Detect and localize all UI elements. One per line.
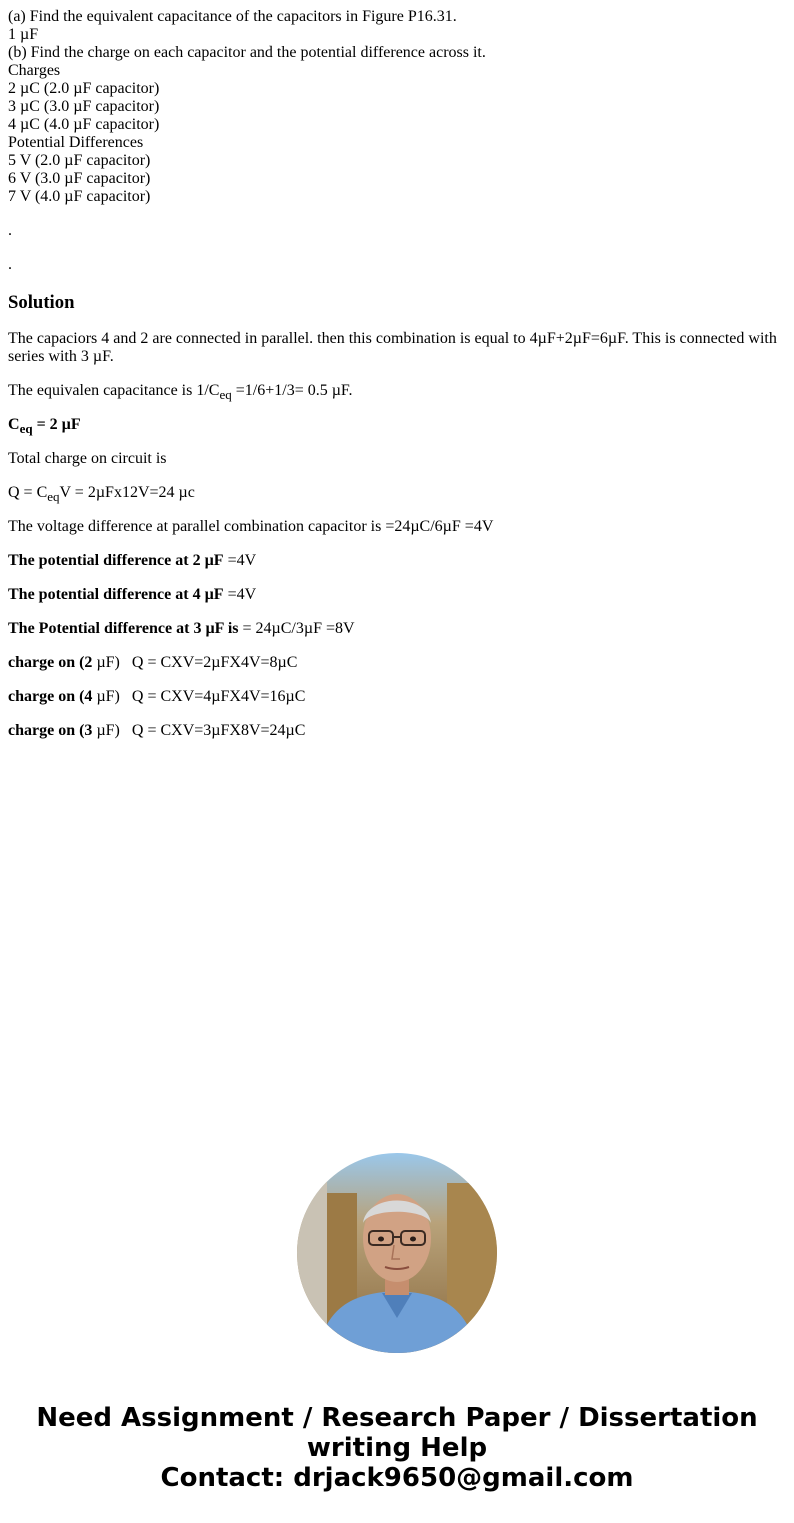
charge-3uf bbox=[8, 722, 786, 740]
charge-2uf bbox=[8, 654, 786, 672]
author-portrait-image bbox=[297, 1153, 497, 1353]
footer-line-1: Need Assignment / Research Paper / Dissertation bbox=[36, 1403, 758, 1433]
solution-para1: The capaciors 4 and 2 are connected in parallel. then this combination is equal to 4µF+2µF=6µF. This is connected with series with 3 µF. bbox=[8, 330, 777, 365]
question-part-b: (b) Find the charge on each capacitor and the potential difference across it. bbox=[8, 44, 486, 61]
charge-4uf-value: µF) Q = CXV=4µFX4V=16µC bbox=[92, 688, 306, 705]
potential-item: 5 V (2.0 µF capacitor) bbox=[8, 152, 151, 169]
separator-dot: . bbox=[8, 222, 12, 239]
charge-item: 3 µC (3.0 µF capacitor) bbox=[8, 98, 160, 115]
ceq-result bbox=[8, 416, 786, 437]
pd-4uf-value: =4V bbox=[223, 586, 257, 603]
footer-contact-email: Contact: drjack9650@gmail.com bbox=[160, 1463, 634, 1493]
pd-3uf-label: The Potential difference at 3 µF is bbox=[8, 620, 239, 637]
total-charge-label: Total charge on circuit is bbox=[8, 450, 167, 467]
charge-3uf-label: charge on (3 bbox=[8, 722, 93, 739]
potential-item: 6 V (3.0 µF capacitor) bbox=[8, 170, 151, 187]
charge-item: 2 µC (2.0 µF capacitor) bbox=[8, 80, 160, 97]
answer-a: 1 µF bbox=[8, 26, 39, 43]
ceq-sub: eq bbox=[19, 421, 33, 437]
separator-dot: . bbox=[8, 256, 12, 273]
pd-2uf-label: The potential difference at 2 µF bbox=[8, 552, 224, 569]
charge-4uf-label: charge on (4 bbox=[8, 688, 93, 705]
q-sub: eq bbox=[47, 489, 60, 505]
charge-4uf bbox=[8, 688, 786, 706]
charges-label: Charges bbox=[8, 62, 61, 79]
charge-2uf-value: µF) Q = CXV=2µFX4V=8µC bbox=[92, 654, 298, 671]
charge-2uf-label: charge on (2 bbox=[8, 654, 93, 671]
document-body bbox=[8, 8, 786, 740]
q-post: V = 2µFx12V=24 µc bbox=[59, 484, 195, 501]
pd-2uf-value: =4V bbox=[223, 552, 257, 569]
pd-4uf-label: The potential difference at 4 µF bbox=[8, 586, 224, 603]
question-part-a: (a) Find the equivalent capacitance of the capacitors in Figure P16.31. bbox=[8, 8, 457, 25]
pd-3uf bbox=[8, 620, 786, 638]
potentials-label: Potential Differences bbox=[8, 134, 144, 151]
q-pre: Q = C bbox=[8, 484, 48, 501]
pd-4uf bbox=[8, 586, 786, 604]
ceq-pre: C bbox=[8, 416, 20, 433]
equivalent-capacitance-line bbox=[8, 382, 786, 403]
eq-post: =1/6+1/3= 0.5 µF. bbox=[231, 382, 353, 399]
pd-3uf-value: = 24µC/3µF =8V bbox=[238, 620, 355, 637]
ceq-post: = 2 µF bbox=[32, 416, 81, 433]
potential-item: 7 V (4.0 µF capacitor) bbox=[8, 188, 151, 205]
charge-3uf-value: µF) Q = CXV=3µFX8V=24µC bbox=[92, 722, 306, 739]
q-line bbox=[8, 484, 786, 505]
footer-contact bbox=[0, 1403, 794, 1493]
eq-sub: eq bbox=[219, 387, 232, 403]
author-avatar bbox=[297, 1153, 497, 1353]
eq-pre: The equivalen capacitance is 1/C bbox=[8, 382, 220, 399]
footer-line-2: writing Help bbox=[306, 1433, 488, 1463]
voltage-parallel: The voltage difference at parallel combination capacitor is =24µC/6µF =4V bbox=[8, 518, 494, 535]
solution-heading: Solution bbox=[8, 292, 75, 313]
charge-item: 4 µC (4.0 µF capacitor) bbox=[8, 116, 160, 133]
pd-2uf bbox=[8, 552, 786, 570]
